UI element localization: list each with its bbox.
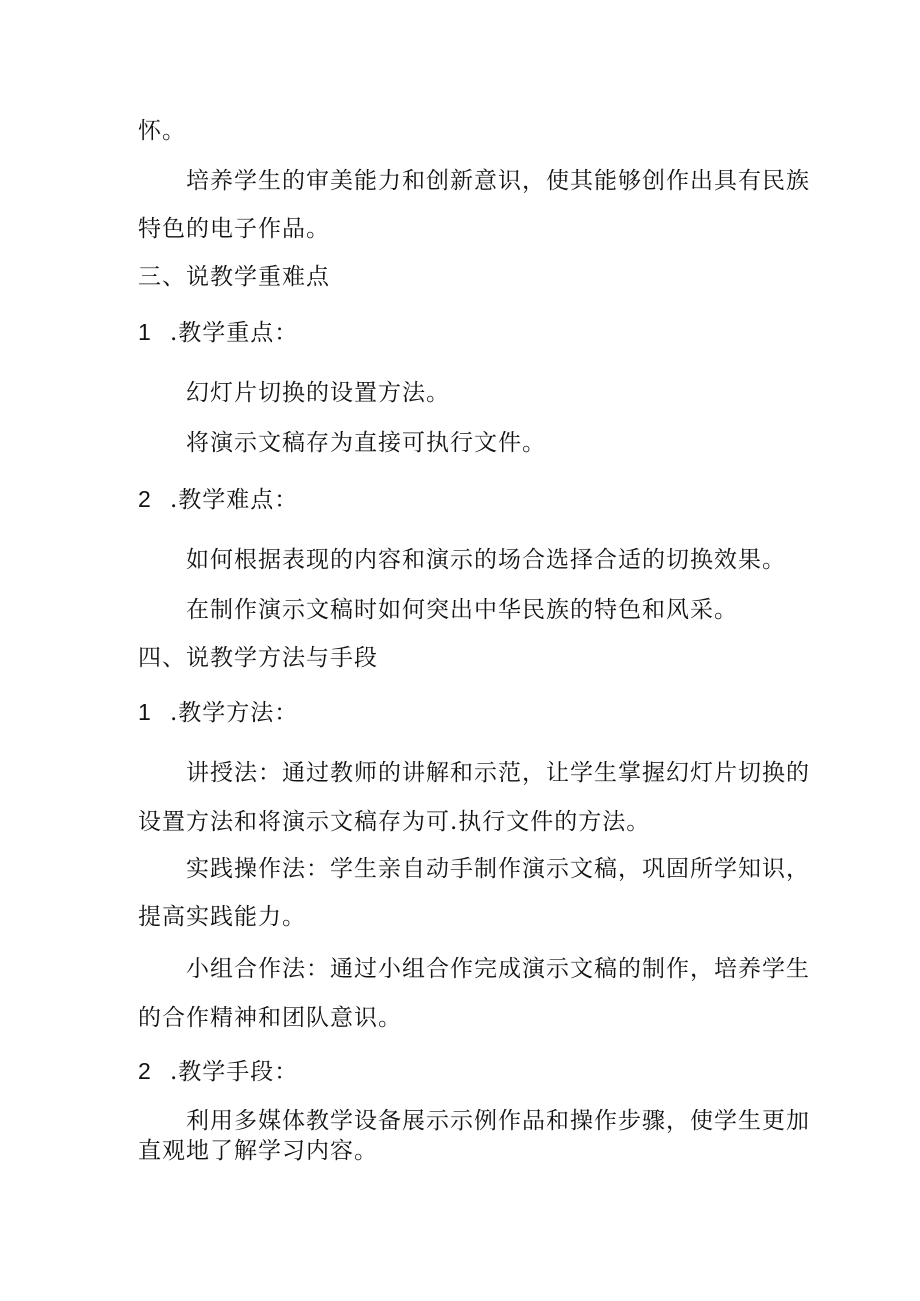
section-4-heading: 四、说教学方法与手段: [138, 645, 378, 671]
section-3-heading: 三、说教学重难点: [138, 264, 330, 290]
paragraph-continuation: 怀。: [138, 118, 186, 144]
objective-line-1: 培养学生的审美能力和创新意识，使其能够创作出具有民族: [186, 168, 810, 194]
method-1-line-1: 讲授法：通过教师的讲解和示范，让学生掌握幻灯片切换的: [186, 760, 810, 786]
objective-line-2: 特色的电子作品。: [138, 216, 330, 242]
section-3-item-1-heading: [138, 317, 298, 348]
item-label: .教学难点：: [170, 487, 299, 513]
method-3-line-2: 的合作精神和团队意识。: [138, 1005, 402, 1031]
item-label: .教学手段：: [170, 1059, 299, 1085]
item-number: 2: [138, 1058, 152, 1084]
section-4-item-2-heading: [138, 1056, 298, 1087]
method-1-line-2: 设置方法和将演示文稿存为可.执行文件的方法。: [138, 809, 651, 835]
difficulty-point-2: 在制作演示文稿时如何突出中华民族的特色和风采。: [186, 597, 738, 623]
method-3-line-1: 小组合作法：通过小组合作完成演示文稿的制作，培养学生: [186, 956, 810, 982]
key-point-1: 幻灯片切换的设置方法。: [186, 380, 450, 406]
difficulty-point-1: 如何根据表现的内容和演示的场合选择合适的切换效果。: [186, 547, 786, 573]
section-3-item-2-heading: [138, 484, 298, 515]
item-label: .教学方法：: [170, 700, 299, 726]
method-2-line-1: 实践操作法：学生亲自动手制作演示文稿，巩固所学知识，: [186, 856, 810, 882]
item-number: 1: [138, 699, 152, 725]
key-point-2: 将演示文稿存为直接可执行文件。: [186, 430, 546, 456]
section-4-item-1-heading: [138, 697, 298, 728]
means-line-1: 利用多媒体教学设备展示示例作品和操作步骤，使学生更加: [186, 1108, 810, 1134]
means-line-2: 直观地了解学习内容。: [138, 1138, 378, 1164]
item-number: 2: [138, 486, 152, 512]
item-number: 1: [138, 319, 152, 345]
item-label: .教学重点：: [170, 320, 299, 346]
method-2-line-2: 提高实践能力。: [138, 904, 306, 930]
